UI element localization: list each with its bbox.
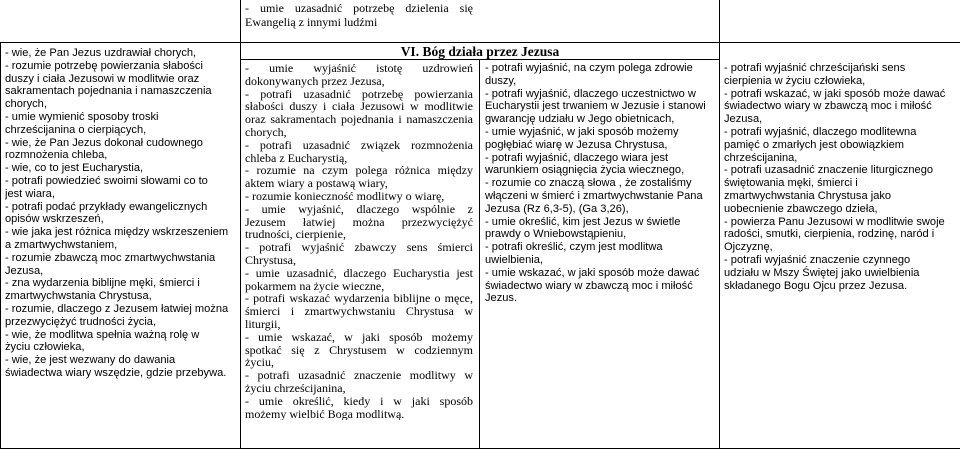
col2-line: - potrafi uzasadnić potrzebę powierzania bbox=[245, 86, 473, 101]
col3-line: warunkiem osiągnięcia życia wiecznego, bbox=[485, 164, 685, 177]
col4-line: - potrafi uzasadnić znaczenie liturgicznego bbox=[724, 164, 934, 177]
col3-line: prawdy o Wniebowstąpieniu, bbox=[485, 228, 627, 241]
col2-line: - rozumie na czym polega różnica między bbox=[245, 163, 473, 178]
section-heading: VI. Bóg działa przez Jezusa bbox=[400, 44, 560, 59]
column-3-cell bbox=[485, 62, 717, 305]
col2-line: możemy wielbić Boga modlitwą. bbox=[245, 406, 405, 421]
col2-line: życiu, bbox=[245, 355, 274, 370]
col1-line: zmartwychwstania Chrystusa, bbox=[5, 290, 152, 303]
col3-line: - potrafi wyjaśnić, na czym polega zdrowie bbox=[485, 62, 693, 74]
col4-line: udziału w Mszy Świętej jako uwielbienia bbox=[724, 266, 920, 279]
col1-line: - zna wydarzenia biblijne męki, śmierci i bbox=[5, 277, 200, 290]
col1-line: chrześcijanina o cierpiących, bbox=[5, 123, 147, 136]
col4-line: - powierza Panu Jezusowi w modlitwie swoje bbox=[724, 215, 945, 228]
col4-line: świadectwo wiary w zbawczą moc i miłość bbox=[724, 100, 932, 113]
col2-line: - rozumie konieczność modlitwy o wiarę, bbox=[245, 188, 445, 203]
col2-line: spotkać się z Chrystusem w codziennym bbox=[245, 342, 473, 357]
col3-line: - rozumie co znaczą słowa , że zostaliśmy bbox=[485, 177, 692, 190]
col2-line: aktem wiary a postawą wiary, bbox=[245, 176, 388, 191]
col4-line: zmartwychwstania Chrystusa jako bbox=[724, 189, 892, 202]
top-cell-text bbox=[245, 2, 473, 29]
col1-line: - wie, co to jest Eucharystia, bbox=[5, 162, 144, 175]
col1-line: jest wiara, bbox=[5, 187, 55, 200]
col1-line: - wie, że Pan Jezus dokonał cudownego bbox=[5, 136, 203, 149]
col3-line: - umie wyjaśnić, w jaki sposób możemy bbox=[485, 125, 679, 138]
col3-line: włączeni w śmierć i zmartwychwstanie Pana bbox=[485, 189, 703, 202]
col4-line: świętowania męki, śmierci i bbox=[724, 177, 858, 190]
col4-line: Jezusa, bbox=[724, 113, 763, 126]
col1-line: świadectwa wiary wszędzie, gdzie przebywa. bbox=[5, 366, 227, 379]
col1-line: - rozumie zbawczą moc zmartwychwstania bbox=[5, 251, 216, 264]
col2-line: - potrafi wskazać wydarzenia biblijne o męce, bbox=[245, 291, 473, 306]
top-cell-line-1: - umie uzasadnić potrzebę dzielenia się bbox=[245, 1, 473, 15]
col4-line: Ojczyznę, bbox=[724, 241, 773, 254]
col1-line: - wie, że jest wezwany do dawania bbox=[5, 354, 176, 367]
col2-line: liturgii, bbox=[245, 316, 281, 331]
col1-line: - wie jaka jest różnica między wskrzeszeniem bbox=[5, 226, 229, 239]
col1-line: - potrafi podać przykłady ewangelicznych bbox=[5, 200, 208, 213]
col2-line: chorych, bbox=[245, 124, 287, 139]
table-border-left bbox=[0, 42, 1, 449]
column-divider-2 bbox=[479, 59, 480, 449]
col4-line: chrześcijanina, bbox=[724, 151, 798, 164]
col3-line: duszy, bbox=[485, 74, 517, 87]
col4-line: uobecnienie zbawczego dzieła, bbox=[724, 202, 878, 215]
col3-line: Eucharystii jest trwaniem w Jezusie i stanowi bbox=[485, 100, 706, 113]
col2-line: dokonywanych przez Jezusa, bbox=[245, 73, 385, 88]
col3-line: pogłębiać wiarę w Jezusa Chrystusa, bbox=[485, 138, 668, 151]
col1-line: - wie, że modlitwa spełnia ważną rolę w bbox=[5, 328, 200, 341]
col2-line: - umie określić, kiedy i w jaki sposób bbox=[245, 393, 473, 408]
col1-line: - rozumie, dlaczego z Jezusem łatwiej można bbox=[5, 302, 229, 315]
col1-line: a zmartwychwstaniem, bbox=[5, 238, 118, 251]
col2-line: życiu chrześcijanina, bbox=[245, 380, 346, 395]
col2-line: - umie wskazać, w jaki sposób możemy bbox=[245, 329, 473, 344]
col3-line: - umie określić, kim jest Jezus w świetle bbox=[485, 215, 681, 228]
col4-line: - potrafi wyjaśnić chrześcijański sens bbox=[724, 62, 906, 74]
column-1-cell bbox=[5, 47, 237, 380]
col2-line: Jezusem łatwiej można przezwyciężyć bbox=[245, 214, 473, 229]
col2-line: Chrystusa, bbox=[245, 252, 296, 267]
col1-line: duszy i ciała Jezusowi w modlitwie oraz bbox=[5, 72, 200, 85]
col2-line: - potrafi uzasadnić znaczenie modlitwy w bbox=[245, 368, 473, 383]
col2-line: - potrafi uzasadnić związek rozmnożenia bbox=[245, 137, 473, 152]
col4-line: - potrafi wyjaśnić znaczenie czynnego bbox=[724, 253, 911, 266]
col1-line: - wie, że Pan Jezus uzdrawiał chorych, bbox=[5, 47, 197, 59]
col2-line: chleba z Eucharystią, bbox=[245, 150, 348, 165]
col4-line: - potrafi wyjaśnić, dlaczego modlitewna bbox=[724, 125, 917, 138]
col2-line: słabości duszy i ciała Jezusowi w modlitwie bbox=[245, 99, 473, 114]
column-divider-4 bbox=[719, 0, 720, 449]
column-2-cell bbox=[245, 62, 473, 420]
table-border-top-left bbox=[0, 42, 241, 43]
col2-line: - umie uzasadnić, dlaczego Eucharystia jest bbox=[245, 265, 473, 280]
col3-line: uwielbienia, bbox=[485, 253, 543, 266]
col1-line: - rozumie potrzebę powierzania słabości bbox=[5, 59, 203, 72]
table-border-top-right bbox=[720, 42, 960, 43]
col4-line: składanego Bogu Ojcu przez Jezusa. bbox=[724, 279, 908, 292]
col1-line: rozmnożenia chleba, bbox=[5, 149, 108, 162]
col1-line: - umie wymienić sposoby troski bbox=[5, 110, 159, 123]
col2-line: oraz sakramentach pojednania i namaszczenia bbox=[245, 112, 473, 127]
col4-line: cierpienia w życiu człowieka, bbox=[724, 74, 866, 87]
col1-line: opisów wskrzeszeń, bbox=[5, 213, 104, 226]
col1-line: życiu człowieka, bbox=[5, 341, 85, 354]
col3-line: Jezusa (Rz 6,3-5), (Ga 3,26), bbox=[485, 202, 629, 215]
col2-line: trudności, cierpienie, bbox=[245, 227, 346, 242]
col4-line: - potrafi wskazać, w jaki sposób może dawać bbox=[724, 87, 946, 100]
col4-line: pamięć o zmarłych jest obowiązkiem bbox=[724, 138, 905, 151]
col2-line: - umie wyjaśnić, dlaczego wspólnie z bbox=[245, 201, 473, 216]
col3-line: - potrafi wyjaśnić, dlaczego wiara jest bbox=[485, 151, 669, 164]
col4-line: radości, smutki, cierpienia, rodzinę, naród i bbox=[724, 228, 935, 241]
col1-line: - potrafi powiedzieć swoimi słowami co to bbox=[5, 174, 208, 187]
top-cell-line-2: Ewangelią z innymi ludźmi bbox=[245, 14, 378, 29]
col2-line: - potrafi wyjaśnić zbawczy sens śmierci bbox=[245, 240, 473, 255]
col3-line: - potrafi wyjaśnić, dlaczego uczestnictwo w bbox=[485, 87, 696, 100]
col3-line: - potrafi określić, czym jest modlitwa bbox=[485, 241, 663, 254]
col1-line: przezwyciężyć trudności życia, bbox=[5, 315, 157, 328]
col2-line: śmierci i zmartwychwstaniu Chrystusa w bbox=[245, 304, 473, 319]
col1-line: chorych, bbox=[5, 98, 47, 111]
col1-line: sakramentach pojednania i namaszczenia bbox=[5, 85, 212, 98]
column-4-cell bbox=[724, 62, 958, 292]
heading-row-top bbox=[240, 42, 720, 43]
col3-line: - umie wskazać, w jaki sposób może dawać bbox=[485, 266, 700, 279]
col2-line: - umie wyjaśnić istotę uzdrowień bbox=[245, 62, 473, 75]
col2-line: pokarmem na życie wieczne, bbox=[245, 278, 385, 293]
col1-line: Jezusa, bbox=[5, 264, 44, 277]
col3-line: Jezus. bbox=[485, 292, 518, 305]
col3-line: świadectwo wiary w zbawczą moc i miłość bbox=[485, 279, 693, 292]
column-divider-1 bbox=[240, 0, 241, 449]
col3-line: gwarancję udziału w Jego obietnicach, bbox=[485, 113, 675, 126]
